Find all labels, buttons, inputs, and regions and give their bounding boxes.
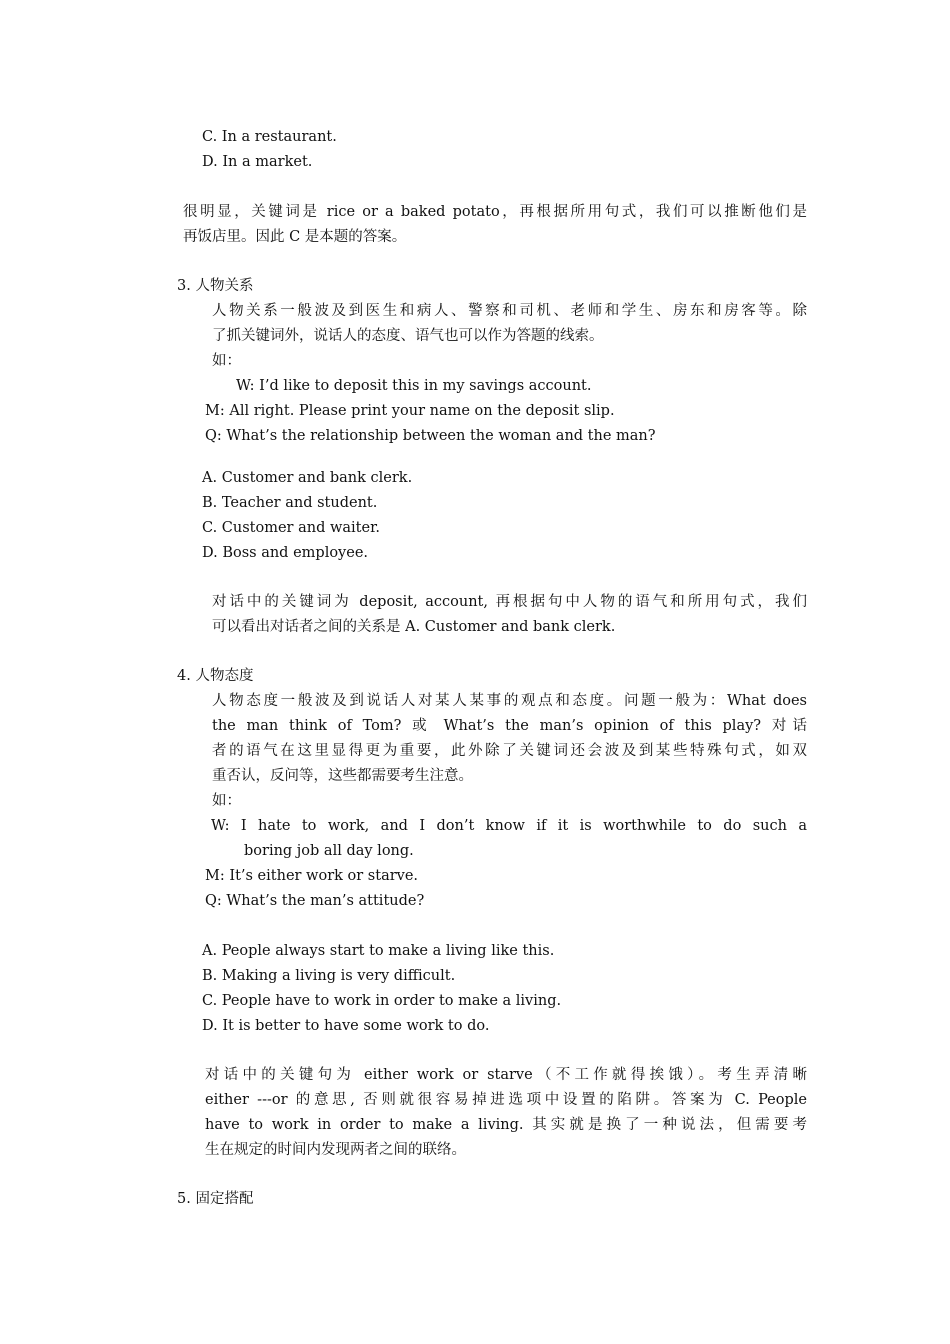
- section-heading: 5. 固定搭配: [177, 1191, 254, 1207]
- option-a: A. Customer and bank clerk.: [202, 470, 413, 486]
- example-label: 如：: [212, 353, 241, 369]
- dialogue-line: W: I’d like to deposit this in my savings account.: [236, 378, 592, 394]
- dialogue-line: Q: What’s the relationship between the woman and the man?: [205, 428, 656, 444]
- explanation-line: 对话中的关键词为 deposit, account, 再根据句中人物的语气和所用句式，我们: [212, 594, 807, 610]
- dialogue-line: W: I hate to work, and I don’t know if it is worthwhile to do such a: [211, 818, 807, 834]
- intro-line: 者的语气在这里显得更为重要，此外除了关键词还会波及到某些特殊句式，如双: [212, 743, 807, 759]
- example-label: 如：: [212, 793, 241, 809]
- option-b: B. Teacher and student.: [202, 495, 378, 511]
- option-c: C. In a restaurant.: [202, 129, 337, 145]
- option-c: C. People have to work in order to make a living.: [202, 993, 562, 1009]
- option-d: D. In a market.: [202, 154, 313, 170]
- explanation-line: 可以看出对话者之间的关系是 A. Customer and bank clerk.: [212, 619, 616, 635]
- option-d: D. It is better to have some work to do.: [202, 1018, 490, 1034]
- explanation-line: 很明显，关键词是 rice or a baked potato，再根据所用句式，我们可以推断他们是: [183, 204, 807, 220]
- intro-line: the man think of Tom? 或 What’s the man’s opinion of this play? 对话: [212, 718, 807, 734]
- section-heading: 3. 人物关系: [177, 278, 254, 294]
- explanation-line: have to work in order to make a living. 其实就是换了一种说法，但需要考: [205, 1117, 807, 1133]
- explanation-line: either ---or 的意思, 否则就很容易掉进选项中设置的陷阱。答案为 C. People: [205, 1092, 807, 1108]
- intro-line: 重否认，反问等，这些都需要考生注意。: [212, 768, 473, 784]
- dialogue-line: Q: What’s the man’s attitude?: [205, 893, 425, 909]
- dialogue-line: boring job all day long.: [244, 843, 414, 859]
- explanation-line: 再饭店里。因此 C 是本题的答案。: [183, 229, 407, 245]
- intro-line: 人物关系一般波及到医生和病人、警察和司机、老师和学生、房东和房客等。除: [212, 303, 807, 319]
- intro-line: 人物态度一般波及到说话人对某人某事的观点和态度。问题一般为：What does: [212, 693, 807, 709]
- dialogue-line: M: It’s either work or starve.: [205, 868, 419, 884]
- section-heading: 4. 人物态度: [177, 668, 254, 684]
- explanation-line: 生在规定的时间内发现两者之间的联络。: [205, 1142, 466, 1158]
- explanation-line: 对话中的关键句为 either work or starve（不工作就得挨饿）。考生弄清晰: [205, 1067, 807, 1083]
- option-c: C. Customer and waiter.: [202, 520, 381, 536]
- option-d: D. Boss and employee.: [202, 545, 369, 561]
- intro-line: 了抓关键词外，说话人的态度、语气也可以作为答题的线索。: [212, 328, 604, 344]
- option-b: B. Making a living is very difficult.: [202, 968, 456, 984]
- dialogue-line: M: All right. Please print your name on the deposit slip.: [205, 403, 615, 419]
- option-a: A. People always start to make a living like this.: [202, 943, 555, 959]
